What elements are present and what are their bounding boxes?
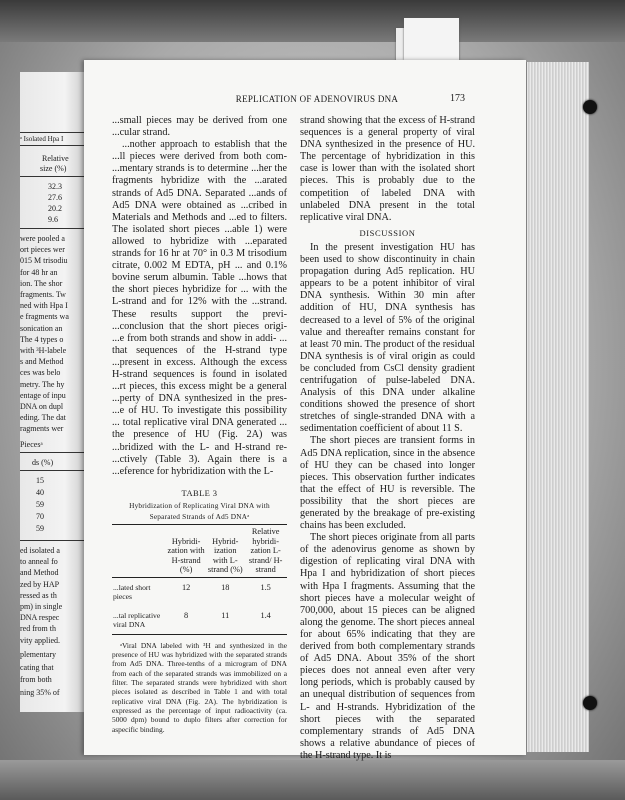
left-table2-label: Piecesᵃ <box>20 440 43 449</box>
left-text-line: ressed as th <box>20 590 57 600</box>
left-text-line: ort pieces wer <box>20 245 65 255</box>
left-text-line: entage of inpu <box>20 390 66 400</box>
left-text-line: ragments wer <box>20 424 64 434</box>
cell-h-strand: 8 <box>166 606 206 635</box>
left-text-line: 015 M trisodiu <box>20 256 68 266</box>
left-text-line: were pooled a <box>20 234 65 243</box>
left-ds-value: 40 <box>36 488 44 497</box>
left-text-line: metry. The hy <box>20 379 65 389</box>
left-text-line: and Method <box>20 568 59 578</box>
table-header-l-strand: Hybrid- ization with L-strand (%) <box>206 524 244 577</box>
paragraph: ...small pieces may be derived from one ...cular strand. <box>112 115 287 139</box>
left-text-line: ed isolated a <box>20 546 60 555</box>
scan-bottom-shadow <box>0 760 625 800</box>
left-text-line: ces was belo <box>20 368 61 378</box>
left-value: 9.6 <box>48 215 58 224</box>
left-value: 20.2 <box>48 204 62 213</box>
left-table-rule <box>20 452 84 453</box>
paragraph: strand showing that the excess of H-strand sequences is a general property of viral DNA synthesized in the presence of HU. The percentage of hybridization in this case is lower than with the isolated short pieces. This is probably due to the competition of labeled DNA with unlabeled DNA present in the total replicative viral DNA. <box>300 115 475 223</box>
left-facing-page <box>20 72 84 712</box>
table-header-h-strand: Hybridi- zation with H-strand (%) <box>166 524 206 577</box>
left-ds-label: ds (%) <box>32 458 54 467</box>
binder-hole <box>583 100 597 114</box>
cell-ratio: 1.5 <box>260 582 271 592</box>
table-caption: Hybridization of Replicating Viral DNA with <box>129 500 270 510</box>
left-table-rule <box>20 176 84 177</box>
row-label: ...tal replicative viral DNA <box>112 606 166 635</box>
left-text-line: with ³H-labele <box>20 346 67 355</box>
page-number: 173 <box>450 93 465 104</box>
left-text-line: fragments. Tw <box>20 290 66 299</box>
table-caption: Separated Strands of Ad5 DNAᵃ <box>149 511 250 521</box>
left-text-line: s and Method <box>20 357 64 367</box>
left-text-line: ning 35% of <box>20 687 60 697</box>
left-text-line: plementary <box>20 650 56 659</box>
paragraph: In the present investigation HU has been used to show discontinuity in chain propagation during Ad5 replication. HU appears to be a potent inhibitor of viral DNA synthesis. Within 30 min after addition of HU, DNA synthesis has decreased to a level of 5% of the original value and thereafter remains constant for at least 70 min. The product of the residual DNA synthesis is of viral origin as could be concluded from CsCl density gradient centrifugation of pulse-labeled DNA. Analysis of this DNA under alkaline conditions showed the presence of short stretches of single-stranded DNA with a sedimentation coefficient of about 11 S. <box>300 241 475 435</box>
running-head: REPLICATION OF ADENOVIRUS DNA <box>235 94 399 104</box>
left-text-line: to anneal fo <box>20 557 58 567</box>
cell-l-strand: 11 <box>206 606 244 635</box>
left-rel-size-label: size (%) <box>40 164 67 173</box>
left-text-line: zed by HAP <box>20 579 60 589</box>
left-text-line: red from th <box>20 624 56 634</box>
left-text-line: DNA on dupl <box>20 402 64 411</box>
hybridization-table <box>112 524 287 635</box>
table-title: TABLE 3 <box>181 487 218 498</box>
table-header-ratio: Relative hybridi- zation L-strand/ H-strand <box>244 524 287 577</box>
footnote-text: ᵃViral DNA labeled with ³H and synthesized in the presence of HU was hybridized with the separated strands from Ad5 DNA. Three-tenths of a microgram of DNA from each of the separated strands was immobilized on a filter. The separated strands were hybridized with short pieces isolated as described in Table 1 and with total replicative viral DNA (Fig. 2A). The hybridization is expressed as the percentage of input radioactivity (ca. 5000 dpm) bound to duplo filters after correction for aspecific binding. <box>112 640 287 734</box>
left-value: 32.3 <box>48 182 62 191</box>
left-table-head: ᵃ Isolated Hpa I <box>20 135 64 143</box>
left-table-rule <box>20 228 84 229</box>
left-text-line: eding. The dat <box>20 413 66 423</box>
left-rel-size-label: Relative <box>42 154 69 163</box>
table-row <box>112 606 287 635</box>
paragraph: The short pieces originate from all parts of the adenovirus genome as shown by digestion of replicating viral DNA with Hpa I and hybridization of short pieces with Hpa I fragments. Assuming that the short pieces have a molecular weight of 700,000, about 15 pieces can be aligned along the genome. The short pieces anneal for about 65% indicating that they are derived from both complementary strands of Ad5 DNA. About 35% of the short pieces does not anneal even after very long periods, which is probably caused by an unequal distribution of sequences from L- and H-strands. Hybridization of the short pieces with the separated complementary strands of Ad5 DNA shows a relative abundance of pieces of the H-strand type. It is <box>300 532 475 761</box>
left-text-line: cating that <box>20 662 54 672</box>
scan-top-shadow <box>0 0 625 42</box>
left-table-rule <box>20 540 84 541</box>
table-footnote <box>112 641 287 734</box>
left-column <box>112 115 287 734</box>
left-value: 27.6 <box>48 193 62 202</box>
left-text-line: from both <box>20 675 52 684</box>
journal-page <box>84 60 526 761</box>
paper-tab <box>404 18 459 60</box>
left-text-line: vity applied. <box>20 635 60 645</box>
left-text-line: ion. The shor <box>20 278 63 288</box>
left-ds-value: 15 <box>36 476 44 485</box>
table-row <box>112 577 287 606</box>
left-text-line: pm) in single <box>20 602 63 611</box>
left-text-line: ned with Hpa I <box>20 301 68 311</box>
cell-l-strand: 18 <box>221 582 230 592</box>
cell-h-strand: 12 <box>181 582 191 592</box>
left-text-line: The 4 types o <box>20 334 64 344</box>
left-text-line: DNA respec <box>20 613 60 623</box>
book-page-edges <box>526 62 589 752</box>
left-table-rule <box>20 132 84 133</box>
left-ds-value: 59 <box>36 500 44 509</box>
left-table-rule <box>20 470 84 471</box>
table-header-empty <box>112 524 166 577</box>
table-header-row <box>112 524 287 577</box>
discussion-heading: DISCUSSION <box>359 227 416 238</box>
binder-hole <box>583 696 597 710</box>
right-column <box>300 115 475 762</box>
left-text-line: e fragments wa <box>20 312 69 322</box>
left-ds-value: 59 <box>36 524 44 533</box>
left-table-rule <box>20 145 84 146</box>
row-label: ...lated short pieces <box>113 582 151 601</box>
paragraph: ...nother approach to establish that the ...ll pieces were derived from both com- ...mentary strands is to determine ...her the fragments hybridize with the ...arated strands of Ad5 DNA. Separated ...ands of Ad5 DNA were obtained as ...cribed in Materials and Methods and ...ed to filters. The isolated short pieces ...able 1) were allowed to hybridize with ...eparated strands for 16 hr at 70° in 0.3 M trisodium citrate, 0.002 M EDTA, pH ... and 0.1% bovine serum albumin. Table ...hows that the short pieces hybridize for ... with the L-strand and for 12% with the ...strand. These results support the previ- ...conclusion that the short pieces origi- ...e from both strands and show in addi- ... that sequences of the H-strand type ...present in excess. Although the excess H-strand sequences is found in isolated ...rt pieces, this excess might be a general ...perty of DNA synthesized in the pres- ...e of HU. To investigate this possibility ... total replicative viral DNA generated ... the presence of HU (Fig. 2A) was ...bridized with the L- and H-strand re- ...ctively (Table 3). Again there is a ...eference for hybridization with the L- <box>112 139 287 477</box>
left-ds-value: 70 <box>36 512 44 521</box>
paragraph: The short pieces are transient forms in Ad5 DNA replication, since in the absence of HU they can be chased into longer pieces. This observation further indicates that the effect of HU is reversible. The possibility that the short pieces are generated by the breakage of pre-existing chains has been excluded. <box>300 435 475 532</box>
left-text-line: sonication an <box>20 323 63 333</box>
left-text-line: for 48 hr an <box>20 267 58 277</box>
cell-ratio: 1.4 <box>244 606 287 635</box>
